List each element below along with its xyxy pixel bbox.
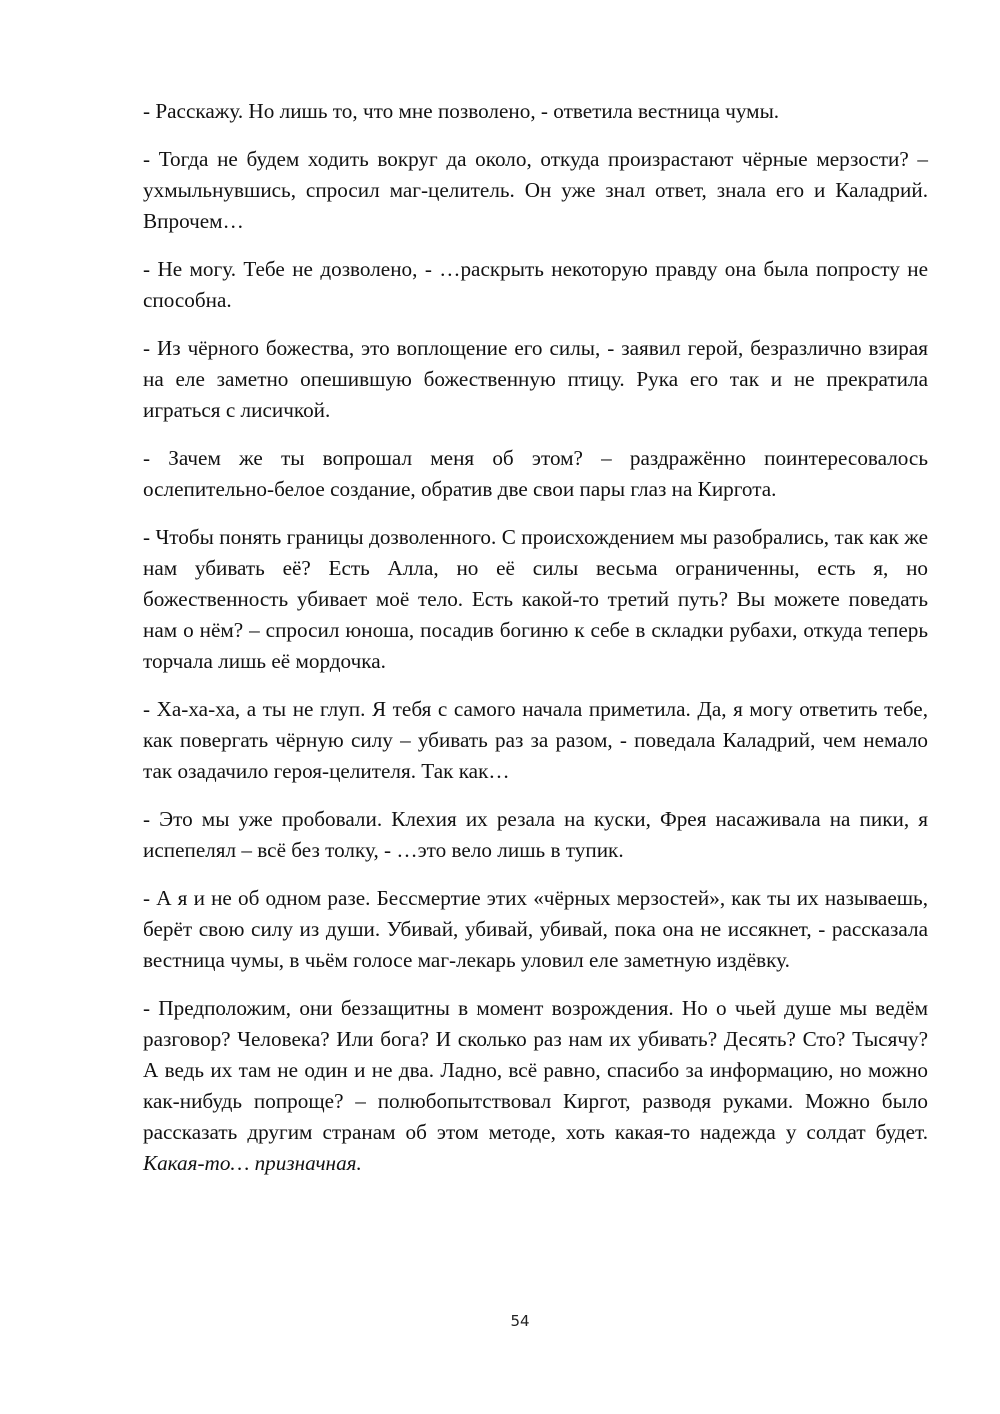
paragraph: - Не могу. Тебе не дозволено, - …раскрыть некоторую правду она была попросту не способна. bbox=[143, 257, 928, 312]
paragraph: - Тогда не будем ходить вокруг да около, откуда произрастают чёрные мерзости? – ухмыльнувшись, спросил маг-целитель. Он уже знал ответ, знала его и Каладрий. Впрочем… bbox=[143, 147, 928, 233]
page-number: 54 bbox=[510, 1312, 530, 1330]
paragraph: - Зачем же ты вопрошал меня об этом? – раздражённо поинтересовалось ослепительно-белое создание, обратив две свои пары глаз на Киргота. bbox=[143, 446, 928, 501]
paragraph-text: - Предположим, они беззащитны в момент возрождения. Но о чьей душе мы ведём разговор? Человека? Или бога? И сколько раз нам их убивать? Десять? Сто? Тысячу? А ведь их там не один и не два. Ладно, всё равно, спасибо за информацию, но можно как-нибудь попроще? – полюбопытствовал Киргот, разводя руками. Можно было рассказать другим странам об этом методе, хоть какая-то надежда у солдат будет. bbox=[143, 996, 928, 1144]
paragraph: - Расскажу. Но лишь то, что мне позволено, - ответила вестница чумы. bbox=[143, 99, 780, 123]
document-body bbox=[143, 96, 928, 1196]
italic-thought: Какая-то… призначная. bbox=[143, 1151, 362, 1175]
paragraph: - Это мы уже пробовали. Клехия их резала на куски, Фрея насаживала на пики, я испепелял – всё без толку, - …это вело лишь в тупик. bbox=[143, 807, 928, 862]
paragraph: - Ха-ха-ха, а ты не глуп. Я тебя с самого начала приметила. Да, я могу ответить тебе, как повергать чёрную силу – убивать раз за разом, - поведала Каладрий, чем немало так озадачило героя-целителя. Так как… bbox=[143, 697, 928, 783]
paragraph: - А я и не об одном разе. Бессмертие этих «чёрных мерзостей», как ты их называешь, берёт свою силу из души. Убивай, убивай, убивай, пока она не иссякнет, - рассказала вестница чумы, в чьём голосе маг-лекарь уловил еле заметную издёвку. bbox=[143, 886, 928, 972]
paragraph bbox=[143, 993, 928, 1179]
paragraph: - Из чёрного божества, это воплощение его силы, - заявил герой, безразлично взирая на еле заметно опешившую божественную птицу. Рука его так и не прекратила играться с лисичкой. bbox=[143, 336, 928, 422]
paragraph: - Чтобы понять границы дозволенного. С происхождением мы разобрались, так как же нам убивать её? Есть Алла, но её силы весьма ограниченны, есть я, но божественность убивает моё тело. Есть какой-то третий путь? Вы можете поведать нам о нём? – спросил юноша, посадив богиню к себе в складки рубахи, откуда теперь торчала лишь её мордочка. bbox=[143, 525, 928, 673]
